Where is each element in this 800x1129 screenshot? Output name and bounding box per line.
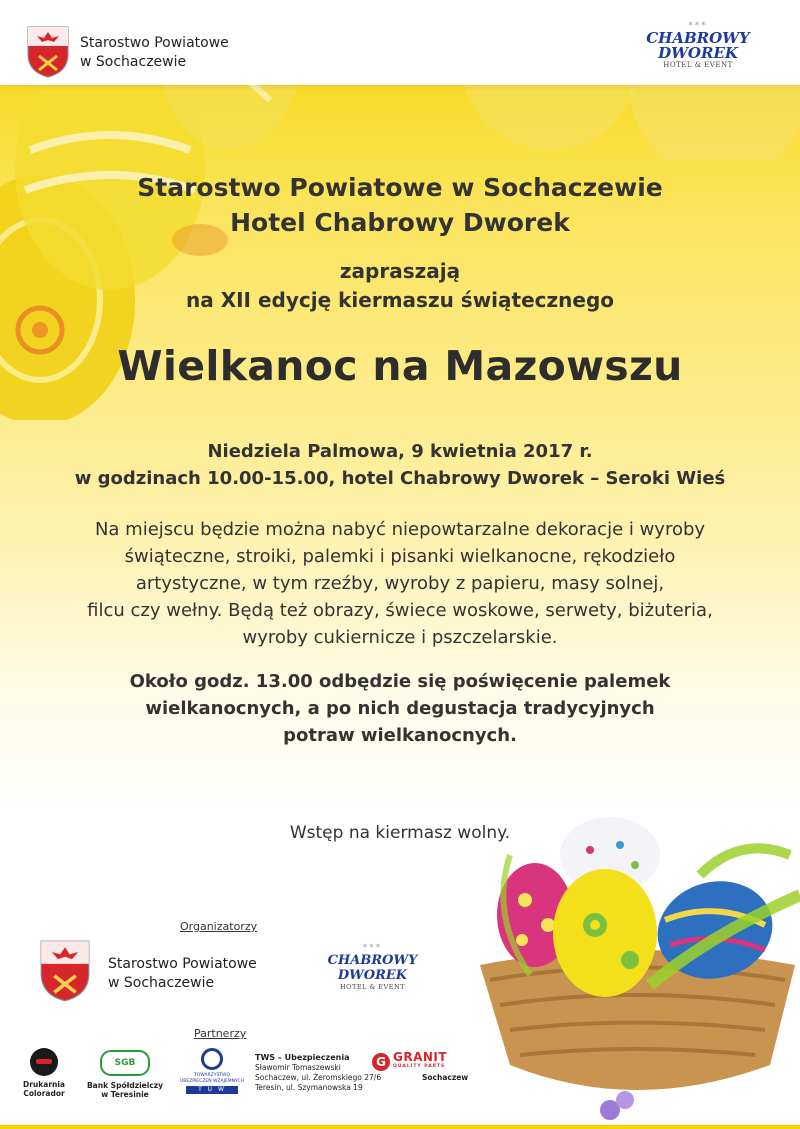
footer-hotel-stars: *** (362, 943, 383, 953)
invite-line1: zapraszają (339, 259, 461, 283)
date-line2: w godzinach 10.00-15.00, hotel Chabrowy Dworek – Seroki Wieś (74, 468, 726, 489)
tws-line4: Teresin, ul. Szymanowska 19 (255, 1083, 363, 1092)
desc-line5: wyroby cukiernicze i pszczelarskie. (242, 627, 558, 648)
granit-word: GRANIT (393, 1050, 448, 1064)
colorador-line2: Colorador (23, 1089, 65, 1098)
desc-line3: artystyczne, w tym rzeźby, wyroby z papieru, masy solnej, (135, 573, 665, 594)
invite-text (0, 257, 800, 315)
tuw-logo-icon (201, 1048, 223, 1070)
event-title: Wielkanoc na Mazowszu (117, 342, 683, 390)
tuw-line2: UBEZPIECZEŃ WZAJEMNYCH (179, 1078, 245, 1084)
header-hotel-logo (628, 22, 768, 69)
powiat-crest-icon (27, 26, 69, 78)
tws-line2: Sławomir Tomaszewski (255, 1063, 341, 1072)
partners-label: Partnerzy (194, 1027, 247, 1040)
colorador-line1: Drukarnia (23, 1080, 65, 1089)
footer-hotel-sub: HOTEL & EVENT (339, 983, 406, 991)
partner-tuw (172, 1048, 252, 1094)
footer-org-line2: w Sochaczewie (108, 975, 215, 991)
event-date (0, 438, 800, 492)
host-line2: Hotel Chabrowy Dworek (230, 208, 570, 237)
sgb-line1: Bank Spółdzielczy (86, 1081, 164, 1090)
header-hotel-sub: HOTEL & EVENT (663, 61, 733, 69)
organizers-label: Organizatorzy (180, 920, 258, 933)
partner-colorador (14, 1048, 74, 1098)
entry-info: Wstęp na kiermasz wolny. (289, 823, 511, 843)
desc-line1: Na miejscu będzie można nabyć niepowtarzalne dekoracje i wyroby (94, 519, 706, 540)
tws-line3: Sochaczew, ul. Żeromskiego 27/6 (255, 1073, 382, 1082)
footer-powiat-crest-icon (40, 940, 90, 1002)
tuw-line3: T U W (186, 1086, 238, 1094)
easter-basket-image (470, 815, 800, 1129)
desc-line2: świąteczne, stroiki, palemki i pisanki wielkanocne, rękodzieło (124, 546, 676, 567)
granit-logo-icon: G (372, 1053, 390, 1071)
granit-sub: QUALITY PARTS (393, 1064, 446, 1069)
partner-tws (255, 1053, 390, 1093)
date-line1: Niedziela Palmowa, 9 kwietnia 2017 r. (207, 441, 593, 462)
header-org-line1: Starostwo Powiatowe (80, 35, 229, 51)
blessing-info (0, 668, 800, 749)
granit-city: Sochaczew (422, 1073, 469, 1082)
header-org-name (80, 34, 229, 72)
footer-hotel-logo (310, 944, 435, 991)
bless-line1: Około godz. 13.00 odbędzie się poświęcenie palemek (129, 671, 671, 692)
sgb-line2: w Teresinie (101, 1090, 149, 1099)
sgb-logo-icon: SGB (100, 1050, 150, 1076)
partner-granit (372, 1050, 469, 1082)
tws-line1: TWS – Ubezpieczenia (255, 1053, 350, 1062)
hosts-heading (0, 170, 800, 240)
header-hotel-stars: *** (688, 21, 708, 31)
bless-line3: potraw wielkanocnych. (283, 725, 517, 746)
partner-sgb (80, 1050, 170, 1099)
header-org-line2: w Sochaczewie (80, 54, 187, 70)
desc-line4: filcu czy wełny. Będą też obrazy, świece woskowe, serwety, biżuteria, (87, 600, 713, 621)
invite-line2: na XII edycję kiermaszu świątecznego (186, 288, 614, 312)
bless-line2: wielkanocnych, a po nich degustacja tradycyjnych (145, 698, 655, 719)
tuw-line1: TOWARZYSTWO (193, 1073, 231, 1078)
event-description (50, 516, 750, 651)
footer-org-line1: Starostwo Powiatowe (108, 956, 257, 972)
footer-hotel-name: CHABROWY DWOREK (327, 953, 418, 983)
colorador-logo-icon (30, 1048, 58, 1076)
host-line1: Starostwo Powiatowe w Sochaczewie (137, 173, 663, 202)
header-hotel-name: CHABROWY DWOREK (646, 29, 750, 62)
footer-org-name (108, 955, 257, 993)
